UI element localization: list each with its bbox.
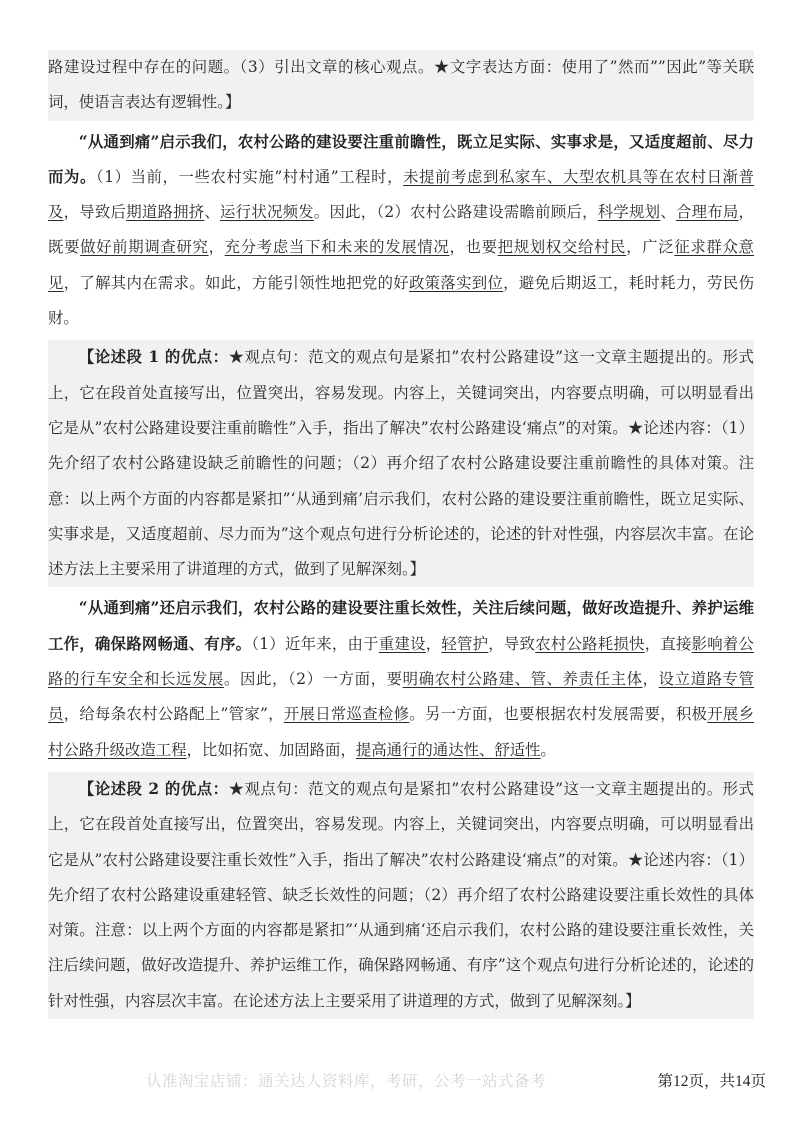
key-point-underline: 把规划权交给村民	[497, 238, 627, 257]
intro-tail-text: 路建设过程中存在的问题。（3）引出文章的核心观点。★文字表达方面：使用了”然而””因此”等关联词，使语言表达有逻辑性。】	[48, 58, 754, 112]
store-watermark: 认准淘宝店铺：通关达人资料库，考研，公考一站式备考	[146, 1072, 547, 1090]
analysis-text-2: ★观点句：范文的观点句是紧扣”农村公路建设”这一文章主题提出的。形式上，它在段首处直接写出，位置突出，容易发现。内容上，关键词突出，内容要点明确，可以明显看出它是从”农村公路建设要注重长效性”入手，指出了解决”农村公路建设‘痛点”的对策。★论述内容：（1）先介绍了农村公路建设重建轻管、缺乏长效性的问题；（2）再介绍了农村公路建设要注重长效性的具体对策。注意：以上两个方面的内容都是紧扣”‘从通到痛‘还启示我们，农村公路的建设要注重长效性，关注后续问题，做好改造提升、养护运维工作，确保路网畅通、有序”这个观点句进行分析论述的，论述的针对性强，内容层次丰富。在论述方法上主要采用了讲道理的方式，做到了见解深刻。】	[48, 779, 754, 1010]
document-page	[48, 50, 754, 1019]
analysis-label-1: 【论述段 1 的优点：	[78, 348, 229, 367]
key-point-underline: 农村公路耗损快	[535, 634, 645, 653]
key-point-underline: 开展乡村公路升级改造工程	[48, 705, 754, 759]
key-point-underline: 政策落实到位	[408, 273, 504, 292]
key-point-underline: 轻管护	[441, 634, 489, 653]
key-point-underline: 做好前期调查研究	[80, 238, 209, 257]
key-point-underline: 科学规划	[597, 203, 661, 222]
key-point-underline: 未提前考虑到私家车、大型农机具等在农村日渐普及	[48, 167, 754, 222]
argument-paragraph-1: “从通到痛”启示我们，农村公路的建设要注重前瞻性，既立足实际、实事求是，又适度超前、尽力而为。（1）当前，一些农村实施”村村通”工程时，未提前考虑到私家车、大型农机具等在农村日渐普及，导致后期道路拥挤、运行状况频发。因此，（2）农村公路建设需瞻前顾后，科学规划、合理布局，既要做好前期调查研究，充分考虑当下和未来的发展情况，也要把规划权交给村民，广泛征求群众意见，了解其内在需求。如此，方能引领性地把党的好政策落实到位，避免后期返工，耗时耗力，劳民伤财。	[48, 132, 754, 328]
key-point-underline: 提高通行的通达性、舒适性	[355, 740, 541, 759]
analysis-text-1: ★观点句：范文的观点句是紧扣”农村公路建设”这一文章主题提出的。形式上，它在段首处直接写出，位置突出，容易发现。内容上，关键词突出，内容要点明确，可以明显看出它是从”农村公路建设要注重前瞻性”入手，指出了解决”农村公路建设‘痛点”的对策。★论述内容：（1）先介绍了农村公路建设缺乏前瞻性的问题；（2）再介绍了农村公路建设要注重前瞻性的具体对策。注意：以上两个方面的内容都是紧扣”‘从通到痛’启示我们，农村公路的建设要注重前瞻性，既立足实际、实事求是，又适度超前、尽力而为”这个观点句进行分析论述的，论述的针对性强，内容层次丰富。在论述方法上主要采用了讲道理的方式，做到了见解深刻。】	[48, 348, 754, 579]
analysis-paragraph-2	[48, 772, 754, 1019]
page-footer	[0, 1069, 800, 1099]
key-point-underline: 设立道路专管员	[48, 670, 754, 724]
key-point-underline: 明确农村公路建、管、养责任主体	[402, 670, 643, 689]
key-point-underline: 合理布局	[675, 203, 739, 222]
thesis-sentence-2: “从通到痛”还启示我们，农村公路的建设要注重长效性，关注后续问题，做好改造提升、养护运维工作，确保路网畅通、有序。	[48, 599, 754, 653]
thesis-sentence-1: “从通到痛”启示我们，农村公路的建设要注重前瞻性，既立足实际、实事求是，又适度超前、尽力而为。	[48, 132, 754, 186]
key-point-underline: 开展日常巡查检修	[283, 705, 410, 724]
argument-paragraph-2: “从通到痛”还启示我们，农村公路的建设要注重长效性，关注后续问题，做好改造提升、养护运维工作，确保路网畅通、有序。（1）近年来，由于重建设，轻管护，导致农村公路耗损快，直接影响着公路的行车安全和长远发展。因此，（2）一方面，要明确农村公路建、管、养责任主体，设立道路专管员，给每条农村公路配上”管家”，开展日常巡查检修。另一方面，也要根据农村发展需要，积极开展乡村公路升级改造工程，比如拓宽、加固路面，提高通行的通达性、舒适性。	[48, 599, 754, 759]
key-point-underline: 影响着公路的行车安全和长远发展	[48, 634, 754, 689]
analysis-label-2: 【论述段 2 的优点：	[78, 779, 229, 798]
key-point-underline: 重建设	[378, 634, 426, 653]
analysis-paragraph-1	[48, 340, 754, 587]
key-point-underline: 征求群众意见	[48, 238, 754, 292]
key-point-underline: 充分考虑当下和未来的发展情况	[224, 238, 450, 257]
key-point-underline: 期道路拥挤	[126, 203, 205, 222]
paragraph-intro-tail	[48, 50, 754, 121]
page-number: 第12页，共14页	[657, 1073, 766, 1090]
key-point-underline: 运行状况频发	[220, 203, 314, 222]
